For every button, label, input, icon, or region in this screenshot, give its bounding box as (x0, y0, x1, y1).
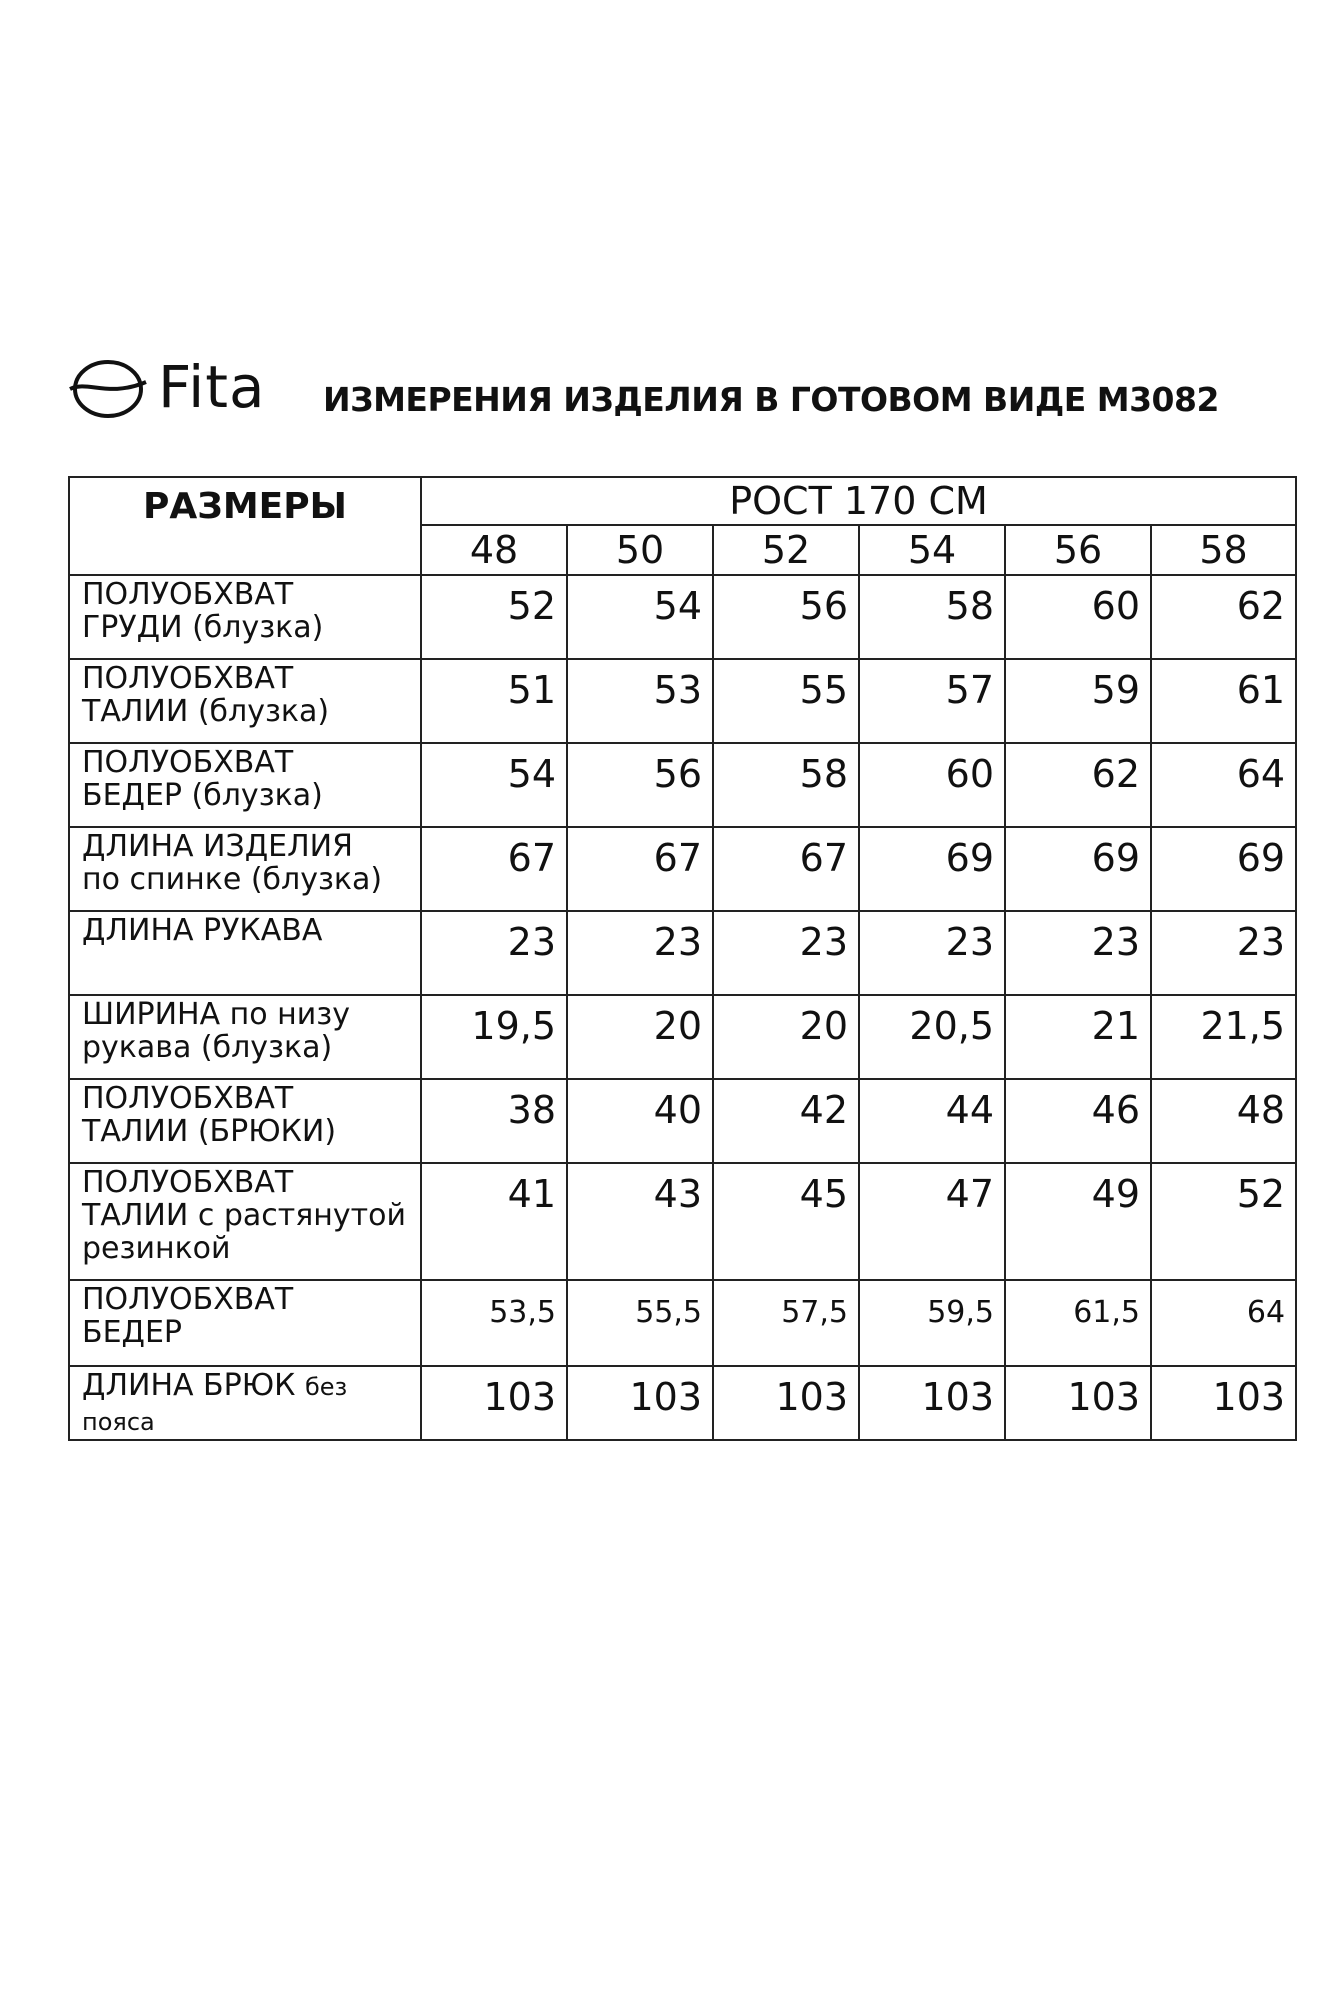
table-row (69, 1280, 1296, 1366)
table-cell: 53,5 (421, 1280, 567, 1366)
table-cell: 41 (421, 1163, 567, 1280)
size-header: 54 (859, 525, 1005, 575)
table-row (69, 1163, 1296, 1280)
table-cell: 46 (1005, 1079, 1151, 1163)
table-cell: 55 (713, 659, 859, 743)
table-cell: 103 (567, 1366, 713, 1440)
size-header: 58 (1151, 525, 1296, 575)
table-cell: 103 (421, 1366, 567, 1440)
table-row (69, 911, 1296, 995)
table-cell: 23 (567, 911, 713, 995)
row-label: ПОЛУОБХВАТ БЕДЕР (блузка) (69, 743, 421, 827)
table-cell: 62 (1005, 743, 1151, 827)
row-label: ПОЛУОБХВАТ ГРУДИ (блузка) (69, 575, 421, 659)
row-label: ПОЛУОБХВАТ ТАЛИИ (блузка) (69, 659, 421, 743)
row-label (69, 1366, 421, 1440)
table-cell: 47 (859, 1163, 1005, 1280)
table-cell: 38 (421, 1079, 567, 1163)
row-label: ПОЛУОБХВАТ БЕДЕР (69, 1280, 421, 1366)
size-header: 52 (713, 525, 859, 575)
table-cell: 60 (1005, 575, 1151, 659)
table-cell: 42 (713, 1079, 859, 1163)
row-label: ШИРИНА по низу рукава (блузка) (69, 995, 421, 1079)
table-cell: 60 (859, 743, 1005, 827)
logo-text: Fita (158, 353, 266, 421)
table-cell: 61,5 (1005, 1280, 1151, 1366)
row-label-main: ДЛИНА БРЮК (82, 1368, 296, 1403)
table-cell: 69 (1151, 827, 1296, 911)
table-cell: 67 (713, 827, 859, 911)
table-cell: 56 (713, 575, 859, 659)
page-title: ИЗМЕРЕНИЯ ИЗДЕЛИЯ В ГОТОВОМ ВИДЕ М3082 (323, 380, 1219, 419)
table-cell: 23 (1005, 911, 1151, 995)
table-cell: 56 (567, 743, 713, 827)
table-cell: 23 (859, 911, 1005, 995)
table-cell: 103 (859, 1366, 1005, 1440)
table-cell: 57 (859, 659, 1005, 743)
size-header: 50 (567, 525, 713, 575)
table-cell: 58 (859, 575, 1005, 659)
table-cell: 67 (567, 827, 713, 911)
table-cell: 64 (1151, 1280, 1296, 1366)
table-cell: 23 (1151, 911, 1296, 995)
table-cell: 54 (567, 575, 713, 659)
table-row (69, 827, 1296, 911)
table-row (69, 1079, 1296, 1163)
row-label: ПОЛУОБХВАТ ТАЛИИ с растянутой резинкой (69, 1163, 421, 1280)
table-cell: 49 (1005, 1163, 1151, 1280)
table-cell: 20 (713, 995, 859, 1079)
table-row (69, 1366, 1296, 1440)
table-cell: 62 (1151, 575, 1296, 659)
row-label: ПОЛУОБХВАТ ТАЛИИ (БРЮКИ) (69, 1079, 421, 1163)
table-row (69, 995, 1296, 1079)
table-cell: 67 (421, 827, 567, 911)
height-header: РОСТ 170 СМ (421, 477, 1296, 525)
table-cell: 48 (1151, 1079, 1296, 1163)
table-cell: 21,5 (1151, 995, 1296, 1079)
table-cell: 20,5 (859, 995, 1005, 1079)
table-cell: 20 (567, 995, 713, 1079)
row-label-note-2: пояса (82, 1408, 155, 1436)
table-cell: 54 (421, 743, 567, 827)
table-cell: 103 (713, 1366, 859, 1440)
table-cell: 58 (713, 743, 859, 827)
table-cell: 103 (1151, 1366, 1296, 1440)
table-cell: 52 (1151, 1163, 1296, 1280)
size-header: 56 (1005, 525, 1151, 575)
table-cell: 69 (859, 827, 1005, 911)
size-header: 48 (421, 525, 567, 575)
table-cell: 61 (1151, 659, 1296, 743)
table-cell: 23 (421, 911, 567, 995)
table-cell: 64 (1151, 743, 1296, 827)
table-cell: 57,5 (713, 1280, 859, 1366)
table-cell: 21 (1005, 995, 1151, 1079)
table-cell: 55,5 (567, 1280, 713, 1366)
table-cell: 51 (421, 659, 567, 743)
table-cell: 45 (713, 1163, 859, 1280)
table-cell: 40 (567, 1079, 713, 1163)
table-cell: 53 (567, 659, 713, 743)
fita-logo-icon (68, 358, 148, 420)
table-row (69, 659, 1296, 743)
table-cell: 59 (1005, 659, 1151, 743)
document-header (68, 350, 1298, 435)
table-cell: 19,5 (421, 995, 567, 1079)
row-label-note: без (304, 1373, 348, 1401)
table-cell: 43 (567, 1163, 713, 1280)
size-measurement-table (68, 476, 1297, 1441)
brand-logo (68, 352, 308, 422)
table-row (69, 575, 1296, 659)
table-cell: 52 (421, 575, 567, 659)
row-label: ДЛИНА РУКАВА (69, 911, 421, 995)
table-cell: 69 (1005, 827, 1151, 911)
table-cell: 44 (859, 1079, 1005, 1163)
table-cell: 103 (1005, 1366, 1151, 1440)
table-cell: 59,5 (859, 1280, 1005, 1366)
sizes-header: РАЗМЕРЫ (69, 477, 421, 575)
table-cell: 23 (713, 911, 859, 995)
row-label: ДЛИНА ИЗДЕЛИЯ по спинке (блузка) (69, 827, 421, 911)
table-row (69, 743, 1296, 827)
